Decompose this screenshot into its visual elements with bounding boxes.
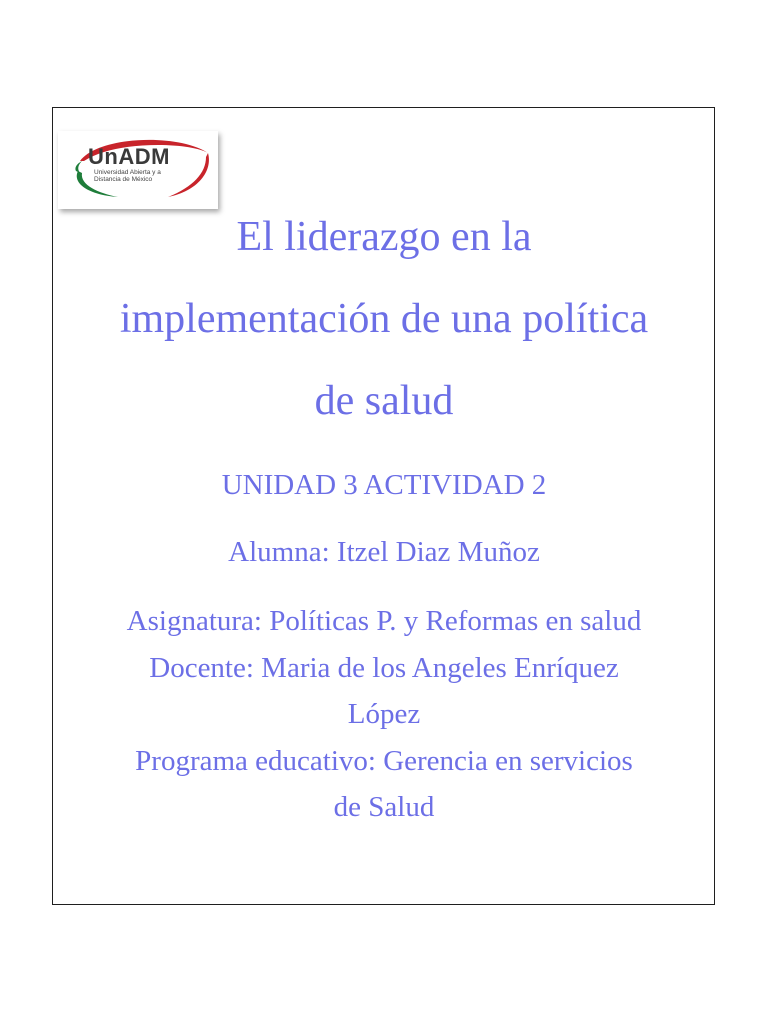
student-name: Alumna: Itzel Diaz Muñoz: [228, 536, 540, 568]
document-title: [0, 196, 768, 442]
title-line-2: implementación de una política: [119, 296, 649, 342]
unit-activity: UNIDAD 3 ACTIVIDAD 2: [221, 469, 547, 501]
teacher-line-2: López: [347, 698, 421, 730]
logo-subtitle: Universidad Abierta y a Distancia de México: [94, 169, 161, 183]
title-line-3: de salud: [314, 378, 454, 424]
program-line-1: Programa educativo: Gerencia en servicios: [135, 744, 633, 777]
course-details: [0, 598, 768, 831]
logo-name: UnADM: [88, 144, 170, 169]
program-line-2: de Salud: [333, 791, 435, 823]
subject-line: Asignatura: Políticas P. y Reformas en salud: [126, 605, 642, 637]
teacher-line-1: Docente: Maria de los Angeles Enríquez: [149, 651, 619, 684]
title-line-1: El liderazgo en la: [236, 214, 532, 260]
